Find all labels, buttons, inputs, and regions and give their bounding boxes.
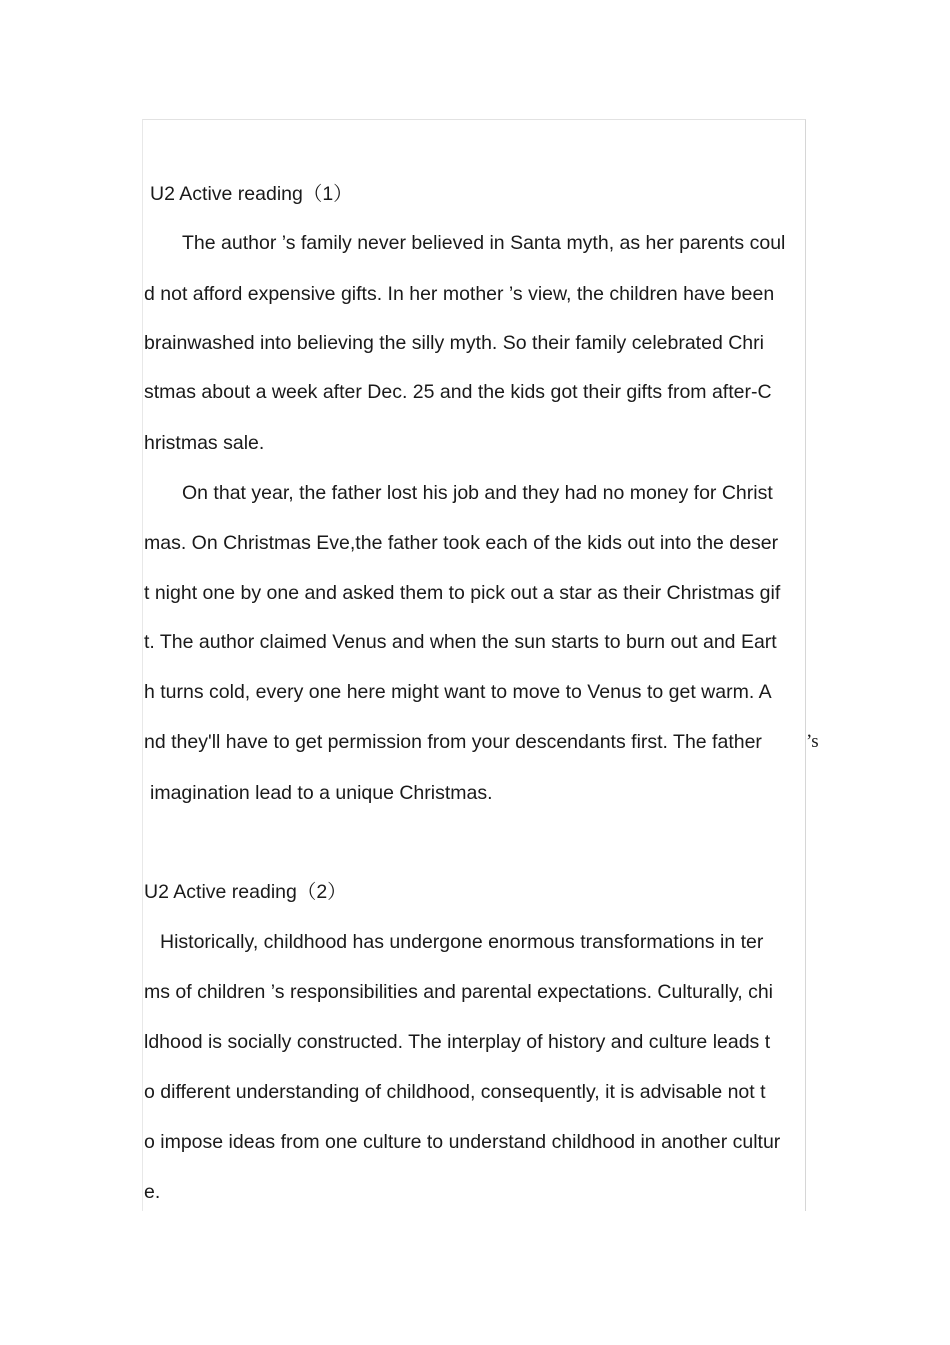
paragraph-line: hristmas sale. [144, 432, 265, 454]
paragraph-line: stmas about a week after Dec. 25 and the kids got their gifts from after-C [144, 381, 772, 403]
section-heading-1: U2 Active reading（1） [150, 183, 353, 205]
paragraph-line: o impose ideas from one culture to understand childhood in another cultur [144, 1131, 781, 1153]
paragraph-line: ms of children ’s responsibilities and parental expectations. Culturally, chi [144, 981, 774, 1003]
paragraph-line: The author ’s family never believed in Santa myth, as her parents coul [182, 232, 786, 254]
paragraph-line: e. [144, 1181, 161, 1203]
paragraph-line: imagination lead to a unique Christmas. [150, 782, 493, 804]
paragraph-line: brainwashed into believing the silly myth. So their family celebrated Chri [144, 332, 764, 354]
paragraph-line: t night one by one and asked them to pick out a star as their Christmas gif [144, 582, 781, 604]
paragraph-line: h turns cold, every one here might want to move to Venus to get warm. A [144, 681, 772, 703]
paragraph-line: d not afford expensive gifts. In her mother ’s view, the children have been [144, 283, 775, 305]
paragraph-line: nd they'll have to get permission from your descendants first. The father [144, 731, 762, 753]
paragraph-line: o different understanding of childhood, consequently, it is advisable not t [144, 1081, 766, 1103]
section-heading-2: U2 Active reading（2） [144, 881, 347, 903]
paragraph-line: t. The author claimed Venus and when the sun starts to burn out and Eart [144, 631, 777, 653]
paragraph-line: ldhood is socially constructed. The interplay of history and culture leads t [144, 1031, 771, 1053]
paragraph-line: mas. On Christmas Eve,the father took each of the kids out into the deser [144, 532, 779, 554]
paragraph-line: Historically, childhood has undergone enormous transformations in ter [160, 931, 764, 953]
paragraph-line: On that year, the father lost his job and they had no money for Christ [182, 482, 773, 504]
overflow-fragment: ’s [806, 731, 819, 752]
